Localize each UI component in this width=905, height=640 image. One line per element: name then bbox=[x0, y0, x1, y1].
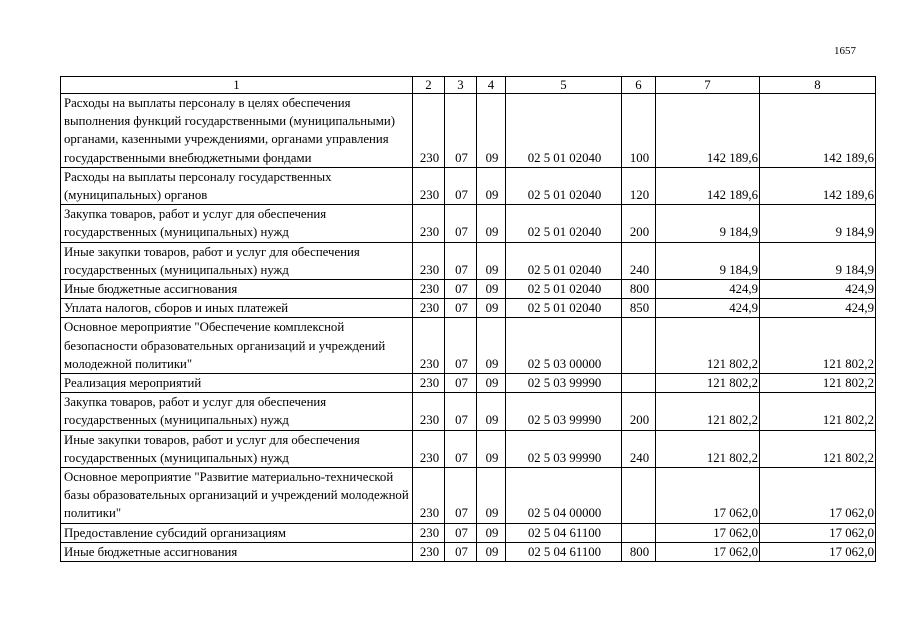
row-amount-7-cell: 17 062,0 bbox=[656, 542, 760, 561]
row-amount-8-cell: 17 062,0 bbox=[760, 468, 876, 524]
row-col-4-cell: 09 bbox=[477, 393, 506, 430]
row-type-cell: 850 bbox=[622, 299, 656, 318]
row-name-cell: Расходы на выплаты персоналу государственных (муниципальных) органов bbox=[61, 167, 413, 204]
row-code-cell: 02 5 03 99990 bbox=[506, 430, 622, 467]
row-col-3-cell: 07 bbox=[445, 468, 477, 524]
row-col-2-cell: 230 bbox=[413, 94, 445, 168]
row-col-2-cell: 230 bbox=[413, 205, 445, 242]
row-col-4-cell: 09 bbox=[477, 523, 506, 542]
row-code-cell: 02 5 01 02040 bbox=[506, 242, 622, 279]
row-amount-8-cell: 121 802,2 bbox=[760, 393, 876, 430]
header-col-8: 8 bbox=[760, 77, 876, 94]
table-row bbox=[61, 280, 876, 299]
header-col-4: 4 bbox=[477, 77, 506, 94]
row-name-cell: Предоставление субсидий организациям bbox=[61, 523, 413, 542]
row-col-3-cell: 07 bbox=[445, 523, 477, 542]
row-col-4-cell: 09 bbox=[477, 542, 506, 561]
table-row bbox=[61, 468, 876, 524]
row-col-2-cell: 230 bbox=[413, 167, 445, 204]
row-amount-8-cell: 17 062,0 bbox=[760, 523, 876, 542]
row-amount-8-cell: 121 802,2 bbox=[760, 318, 876, 374]
row-col-4-cell: 09 bbox=[477, 430, 506, 467]
row-col-3-cell: 07 bbox=[445, 280, 477, 299]
row-name-cell: Уплата налогов, сборов и иных платежей bbox=[61, 299, 413, 318]
table-row bbox=[61, 542, 876, 561]
header-col-7: 7 bbox=[656, 77, 760, 94]
row-name-cell: Иные закупки товаров, работ и услуг для обеспечения государственных (муниципальных) нужд bbox=[61, 430, 413, 467]
row-col-3-cell: 07 bbox=[445, 299, 477, 318]
row-amount-8-cell: 121 802,2 bbox=[760, 374, 876, 393]
row-code-cell: 02 5 04 61100 bbox=[506, 523, 622, 542]
row-col-3-cell: 07 bbox=[445, 167, 477, 204]
row-code-cell: 02 5 01 02040 bbox=[506, 94, 622, 168]
row-type-cell bbox=[622, 374, 656, 393]
row-code-cell: 02 5 01 02040 bbox=[506, 205, 622, 242]
row-amount-7-cell: 424,9 bbox=[656, 299, 760, 318]
table-row bbox=[61, 242, 876, 279]
row-amount-8-cell: 9 184,9 bbox=[760, 205, 876, 242]
table-row bbox=[61, 94, 876, 168]
row-col-4-cell: 09 bbox=[477, 94, 506, 168]
row-col-2-cell: 230 bbox=[413, 318, 445, 374]
row-col-2-cell: 230 bbox=[413, 393, 445, 430]
row-type-cell bbox=[622, 318, 656, 374]
table-row bbox=[61, 430, 876, 467]
row-col-4-cell: 09 bbox=[477, 374, 506, 393]
row-col-2-cell: 230 bbox=[413, 242, 445, 279]
row-code-cell: 02 5 04 61100 bbox=[506, 542, 622, 561]
row-col-4-cell: 09 bbox=[477, 242, 506, 279]
row-amount-8-cell: 142 189,6 bbox=[760, 167, 876, 204]
row-col-2-cell: 230 bbox=[413, 468, 445, 524]
row-amount-7-cell: 17 062,0 bbox=[656, 523, 760, 542]
row-col-2-cell: 230 bbox=[413, 299, 445, 318]
row-amount-7-cell: 121 802,2 bbox=[656, 318, 760, 374]
row-amount-7-cell: 121 802,2 bbox=[656, 430, 760, 467]
row-amount-7-cell: 121 802,2 bbox=[656, 393, 760, 430]
row-amount-7-cell: 121 802,2 bbox=[656, 374, 760, 393]
page-number: 1657 bbox=[834, 45, 856, 57]
row-col-3-cell: 07 bbox=[445, 94, 477, 168]
row-type-cell: 120 bbox=[622, 167, 656, 204]
row-code-cell: 02 5 03 00000 bbox=[506, 318, 622, 374]
row-col-2-cell: 230 bbox=[413, 542, 445, 561]
row-col-3-cell: 07 bbox=[445, 393, 477, 430]
row-col-2-cell: 230 bbox=[413, 374, 445, 393]
row-amount-8-cell: 121 802,2 bbox=[760, 430, 876, 467]
table-row bbox=[61, 205, 876, 242]
row-name-cell: Иные бюджетные ассигнования bbox=[61, 280, 413, 299]
row-amount-8-cell: 142 189,6 bbox=[760, 94, 876, 168]
row-amount-7-cell: 142 189,6 bbox=[656, 167, 760, 204]
row-col-2-cell: 230 bbox=[413, 280, 445, 299]
row-col-4-cell: 09 bbox=[477, 318, 506, 374]
row-code-cell: 02 5 04 00000 bbox=[506, 468, 622, 524]
row-amount-8-cell: 424,9 bbox=[760, 280, 876, 299]
row-col-3-cell: 07 bbox=[445, 374, 477, 393]
header-col-1: 1 bbox=[61, 77, 413, 94]
row-amount-8-cell: 17 062,0 bbox=[760, 542, 876, 561]
header-row bbox=[61, 77, 876, 94]
row-amount-7-cell: 9 184,9 bbox=[656, 242, 760, 279]
header-col-6: 6 bbox=[622, 77, 656, 94]
row-amount-7-cell: 142 189,6 bbox=[656, 94, 760, 168]
row-name-cell: Иные бюджетные ассигнования bbox=[61, 542, 413, 561]
row-col-4-cell: 09 bbox=[477, 167, 506, 204]
row-col-3-cell: 07 bbox=[445, 430, 477, 467]
header-col-5: 5 bbox=[506, 77, 622, 94]
table-row bbox=[61, 299, 876, 318]
row-type-cell bbox=[622, 523, 656, 542]
row-col-2-cell: 230 bbox=[413, 523, 445, 542]
row-type-cell bbox=[622, 468, 656, 524]
row-col-4-cell: 09 bbox=[477, 280, 506, 299]
row-col-3-cell: 07 bbox=[445, 318, 477, 374]
row-name-cell: Основное мероприятие "Обеспечение комплексной безопасности образовательных организаций и учреждений молодежной политики" bbox=[61, 318, 413, 374]
row-col-3-cell: 07 bbox=[445, 242, 477, 279]
row-col-3-cell: 07 bbox=[445, 205, 477, 242]
row-amount-8-cell: 9 184,9 bbox=[760, 242, 876, 279]
row-col-3-cell: 07 bbox=[445, 542, 477, 561]
table-row bbox=[61, 374, 876, 393]
row-type-cell: 100 bbox=[622, 94, 656, 168]
row-name-cell: Расходы на выплаты персоналу в целях обеспечения выполнения функций государственными (муниципальными) органами, казенными учреждениями, органами управления государственными внебюджетными фондами bbox=[61, 94, 413, 168]
row-amount-7-cell: 424,9 bbox=[656, 280, 760, 299]
row-col-4-cell: 09 bbox=[477, 205, 506, 242]
header-col-3: 3 bbox=[445, 77, 477, 94]
row-code-cell: 02 5 03 99990 bbox=[506, 374, 622, 393]
table-body bbox=[61, 94, 876, 562]
row-name-cell: Основное мероприятие "Развитие материально-технической базы образовательных организаций и учреждений молодежной политики" bbox=[61, 468, 413, 524]
row-col-4-cell: 09 bbox=[477, 299, 506, 318]
row-type-cell: 240 bbox=[622, 430, 656, 467]
row-code-cell: 02 5 01 02040 bbox=[506, 299, 622, 318]
row-col-2-cell: 230 bbox=[413, 430, 445, 467]
row-name-cell: Закупка товаров, работ и услуг для обеспечения государственных (муниципальных) нужд bbox=[61, 205, 413, 242]
row-code-cell: 02 5 03 99990 bbox=[506, 393, 622, 430]
header-col-2: 2 bbox=[413, 77, 445, 94]
row-code-cell: 02 5 01 02040 bbox=[506, 167, 622, 204]
row-name-cell: Реализация мероприятий bbox=[61, 374, 413, 393]
table-row bbox=[61, 523, 876, 542]
row-code-cell: 02 5 01 02040 bbox=[506, 280, 622, 299]
budget-table bbox=[60, 76, 876, 562]
row-name-cell: Закупка товаров, работ и услуг для обеспечения государственных (муниципальных) нужд bbox=[61, 393, 413, 430]
row-type-cell: 800 bbox=[622, 542, 656, 561]
row-amount-7-cell: 9 184,9 bbox=[656, 205, 760, 242]
table-row bbox=[61, 393, 876, 430]
row-col-4-cell: 09 bbox=[477, 468, 506, 524]
row-type-cell: 800 bbox=[622, 280, 656, 299]
row-amount-7-cell: 17 062,0 bbox=[656, 468, 760, 524]
table-row bbox=[61, 167, 876, 204]
row-type-cell: 200 bbox=[622, 393, 656, 430]
row-amount-8-cell: 424,9 bbox=[760, 299, 876, 318]
table-row bbox=[61, 318, 876, 374]
row-name-cell: Иные закупки товаров, работ и услуг для обеспечения государственных (муниципальных) нужд bbox=[61, 242, 413, 279]
row-type-cell: 240 bbox=[622, 242, 656, 279]
row-type-cell: 200 bbox=[622, 205, 656, 242]
